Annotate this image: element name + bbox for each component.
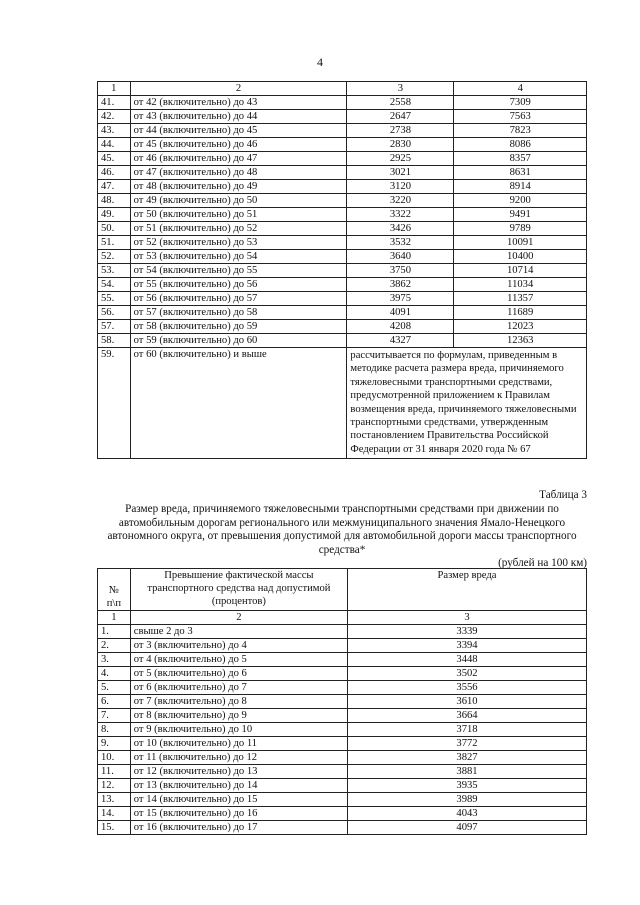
damage-value: 3339 (348, 625, 587, 639)
row-number: 8. (98, 723, 131, 737)
mass-range: от 54 (включительно) до 55 (130, 264, 347, 278)
damage-value: 4043 (348, 807, 587, 821)
table-row (98, 250, 587, 264)
row-number: 57. (98, 320, 131, 334)
row-number: 47. (98, 180, 131, 194)
mass-range: от 48 (включительно) до 49 (130, 180, 347, 194)
row-number: 49. (98, 208, 131, 222)
table-row (98, 653, 587, 667)
mass-excess: от 11 (включительно) до 12 (130, 751, 347, 765)
value-col4: 12023 (454, 320, 587, 334)
formula-note: рассчитывается по формулам, приведенным в методике расчета размера вреда, причиняемого тяжеловесными транспортными средствами, предусмотренной приложением к Правилам возмещения вреда, причиняемого тяжеловесными транспортными средствами, утвержденным постановлением Правительства Российской Федерации от 31 января 2020 года № 67 (347, 348, 587, 459)
column-number-row (98, 611, 587, 625)
value-col4: 9200 (454, 194, 587, 208)
header-number: № п\п (98, 569, 131, 611)
mass-range: от 44 (включительно) до 45 (130, 124, 347, 138)
table-row (98, 625, 587, 639)
col-number: 1 (98, 611, 131, 625)
mass-excess: от 13 (включительно) до 14 (130, 779, 347, 793)
row-number: 7. (98, 709, 131, 723)
row-number: 2. (98, 639, 131, 653)
table-row (98, 765, 587, 779)
table-row (98, 208, 587, 222)
mass-range: от 47 (включительно) до 48 (130, 166, 347, 180)
value-col4: 7309 (454, 96, 587, 110)
value-col4: 10091 (454, 236, 587, 250)
table-row (98, 751, 587, 765)
value-col4: 8914 (454, 180, 587, 194)
value-col4: 8086 (454, 138, 587, 152)
value-col4: 12363 (454, 334, 587, 348)
value-col4: 7823 (454, 124, 587, 138)
table-row (98, 124, 587, 138)
table-row (98, 264, 587, 278)
mass-excess: от 7 (включительно) до 8 (130, 695, 347, 709)
row-number: 51. (98, 236, 131, 250)
table-row (98, 723, 587, 737)
damage-value: 3448 (348, 653, 587, 667)
table-3 (97, 568, 587, 835)
mass-excess: от 4 (включительно) до 5 (130, 653, 347, 667)
value-col4: 11357 (454, 292, 587, 306)
value-col3: 4208 (347, 320, 454, 334)
row-number: 15. (98, 821, 131, 835)
value-col3: 2830 (347, 138, 454, 152)
mass-range: от 51 (включительно) до 52 (130, 222, 347, 236)
mass-excess: от 10 (включительно) до 11 (130, 737, 347, 751)
value-col4: 9789 (454, 222, 587, 236)
table-row (98, 348, 587, 459)
table-row (98, 320, 587, 334)
mass-excess: от 3 (включительно) до 4 (130, 639, 347, 653)
table-row (98, 667, 587, 681)
table-row (98, 639, 587, 653)
value-col3: 3220 (347, 194, 454, 208)
table-row (98, 709, 587, 723)
mass-range: от 53 (включительно) до 54 (130, 250, 347, 264)
row-number: 52. (98, 250, 131, 264)
value-col3: 3021 (347, 166, 454, 180)
row-number: 9. (98, 737, 131, 751)
row-number: 43. (98, 124, 131, 138)
value-col3: 3750 (347, 264, 454, 278)
mass-range: от 60 (включительно) и выше (130, 348, 347, 459)
col-number: 2 (130, 611, 347, 625)
value-col3: 3120 (347, 180, 454, 194)
damage-value: 3610 (348, 695, 587, 709)
row-number: 44. (98, 138, 131, 152)
table-row (98, 180, 587, 194)
row-number: 45. (98, 152, 131, 166)
col-number: 1 (98, 82, 131, 96)
mass-excess: от 6 (включительно) до 7 (130, 681, 347, 695)
table-row (98, 821, 587, 835)
damage-table-continued (97, 81, 587, 459)
header-damage: Размер вреда (348, 569, 587, 611)
mass-range: от 59 (включительно) до 60 (130, 334, 347, 348)
damage-value: 3502 (348, 667, 587, 681)
mass-excess: от 16 (включительно) до 17 (130, 821, 347, 835)
mass-excess: от 5 (включительно) до 6 (130, 667, 347, 681)
value-col3: 3426 (347, 222, 454, 236)
mass-range: от 57 (включительно) до 58 (130, 306, 347, 320)
mass-range: от 45 (включительно) до 46 (130, 138, 347, 152)
row-number: 12. (98, 779, 131, 793)
table-row (98, 807, 587, 821)
table-label: Таблица 3 (539, 489, 587, 501)
mass-range: от 42 (включительно) до 43 (130, 96, 347, 110)
row-number: 53. (98, 264, 131, 278)
value-col3: 2925 (347, 152, 454, 166)
row-number: 6. (98, 695, 131, 709)
table-row (98, 334, 587, 348)
mass-excess: от 9 (включительно) до 10 (130, 723, 347, 737)
value-col3: 2558 (347, 96, 454, 110)
damage-value: 3556 (348, 681, 587, 695)
mass-range: от 50 (включительно) до 51 (130, 208, 347, 222)
mass-excess: от 12 (включительно) до 13 (130, 765, 347, 779)
table-row (98, 236, 587, 250)
row-number: 14. (98, 807, 131, 821)
table-row (98, 306, 587, 320)
value-col4: 11034 (454, 278, 587, 292)
mass-range: от 46 (включительно) до 47 (130, 152, 347, 166)
row-number: 46. (98, 166, 131, 180)
damage-value: 3881 (348, 765, 587, 779)
table-row (98, 138, 587, 152)
row-number: 42. (98, 110, 131, 124)
mass-excess: от 14 (включительно) до 15 (130, 793, 347, 807)
header-excess: Превышение фактической массы транспортного средства над допустимой (процентов) (130, 569, 347, 611)
table-row (98, 166, 587, 180)
value-col4: 8631 (454, 166, 587, 180)
table-row (98, 96, 587, 110)
value-col4: 7563 (454, 110, 587, 124)
row-number: 13. (98, 793, 131, 807)
col-number: 3 (348, 611, 587, 625)
table-row (98, 737, 587, 751)
table-row (98, 681, 587, 695)
table-row (98, 194, 587, 208)
damage-value: 3772 (348, 737, 587, 751)
table-row (98, 695, 587, 709)
mass-range: от 58 (включительно) до 59 (130, 320, 347, 334)
damage-value: 4097 (348, 821, 587, 835)
row-number: 58. (98, 334, 131, 348)
page-number: 4 (317, 55, 323, 69)
value-col4: 11689 (454, 306, 587, 320)
value-col3: 2647 (347, 110, 454, 124)
table-row (98, 793, 587, 807)
damage-value: 3935 (348, 779, 587, 793)
col-number: 3 (347, 82, 454, 96)
row-number: 59. (98, 348, 131, 459)
value-col3: 3640 (347, 250, 454, 264)
table-row (98, 110, 587, 124)
table-row (98, 292, 587, 306)
mass-range: от 52 (включительно) до 53 (130, 236, 347, 250)
row-number: 56. (98, 306, 131, 320)
value-col3: 3975 (347, 292, 454, 306)
col-number: 4 (454, 82, 587, 96)
header-row (98, 569, 587, 611)
mass-range: от 55 (включительно) до 56 (130, 278, 347, 292)
damage-value: 3989 (348, 793, 587, 807)
table-row (98, 222, 587, 236)
row-number: 5. (98, 681, 131, 695)
table-title: Размер вреда, причиняемого тяжеловесными транспортными средствами при движении по автомобильным дорогам регионального или межмуниципального значения Ямало-Ненецкого автономного округа, от превышения допустимой для автомобильной дороги массы транспортного средства* (107, 503, 577, 556)
mass-excess: свыше 2 до 3 (130, 625, 347, 639)
row-number: 48. (98, 194, 131, 208)
mass-range: от 56 (включительно) до 57 (130, 292, 347, 306)
row-number: 41. (98, 96, 131, 110)
value-col3: 3862 (347, 278, 454, 292)
units-note: (рублей на 100 км) (498, 557, 587, 569)
row-number: 54. (98, 278, 131, 292)
value-col3: 3322 (347, 208, 454, 222)
table-row (98, 779, 587, 793)
mass-excess: от 8 (включительно) до 9 (130, 709, 347, 723)
value-col3: 4327 (347, 334, 454, 348)
row-number: 3. (98, 653, 131, 667)
damage-value: 3827 (348, 751, 587, 765)
value-col4: 9491 (454, 208, 587, 222)
row-number: 55. (98, 292, 131, 306)
col-number: 2 (130, 82, 347, 96)
mass-range: от 49 (включительно) до 50 (130, 194, 347, 208)
row-number: 50. (98, 222, 131, 236)
table-row (98, 152, 587, 166)
table-row (98, 278, 587, 292)
row-number: 11. (98, 765, 131, 779)
row-number: 1. (98, 625, 131, 639)
column-number-row (98, 82, 587, 96)
damage-value: 3664 (348, 709, 587, 723)
mass-range: от 43 (включительно) до 44 (130, 110, 347, 124)
damage-value: 3394 (348, 639, 587, 653)
row-number: 4. (98, 667, 131, 681)
value-col4: 8357 (454, 152, 587, 166)
value-col3: 2738 (347, 124, 454, 138)
row-number: 10. (98, 751, 131, 765)
damage-value: 3718 (348, 723, 587, 737)
value-col4: 10400 (454, 250, 587, 264)
value-col3: 4091 (347, 306, 454, 320)
mass-excess: от 15 (включительно) до 16 (130, 807, 347, 821)
value-col4: 10714 (454, 264, 587, 278)
value-col3: 3532 (347, 236, 454, 250)
